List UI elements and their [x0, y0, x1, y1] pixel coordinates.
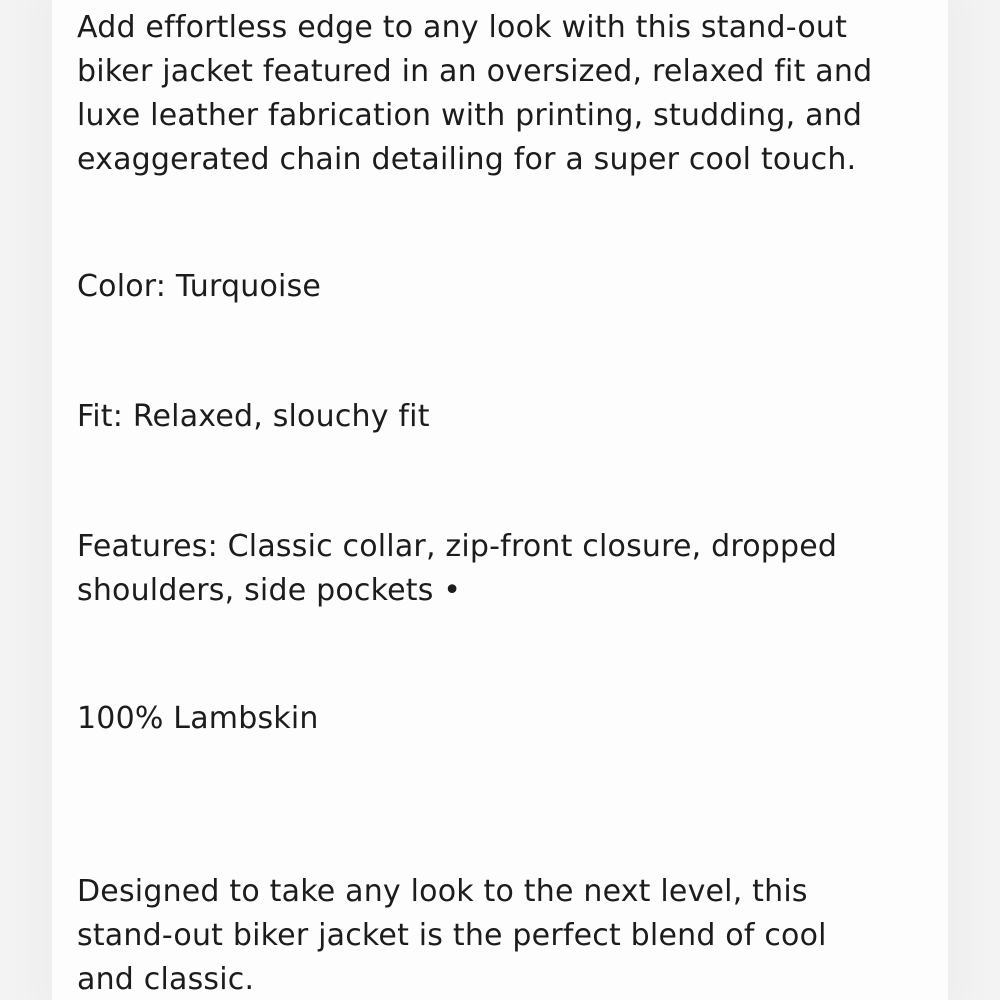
intro-line: Add effortless edge to any look with this stand-out — [77, 10, 848, 45]
intro-paragraph — [77, 6, 872, 182]
material-line: 100% Lambskin — [77, 701, 319, 736]
closing-paragraph — [77, 870, 827, 1000]
intro-line: luxe leather fabrication with printing, studding, and — [77, 98, 863, 133]
intro-line: biker jacket featured in an oversized, relaxed fit and — [77, 54, 873, 89]
features-line: Features: Classic collar, zip-front closure, dropped — [77, 529, 838, 564]
intro-line: exaggerated chain detailing for a super cool touch. — [77, 142, 857, 177]
closing-line: Designed to take any look to the next level, this — [77, 874, 808, 909]
color-line: Color: Turquoise — [77, 269, 322, 304]
features-paragraph — [77, 525, 837, 613]
fit-line: Fit: Relaxed, slouchy fit — [77, 399, 430, 434]
closing-line: stand-out biker jacket is the perfect blend of cool — [77, 918, 827, 953]
closing-line: and classic. — [77, 962, 255, 997]
features-line: shoulders, side pockets • — [77, 573, 462, 608]
